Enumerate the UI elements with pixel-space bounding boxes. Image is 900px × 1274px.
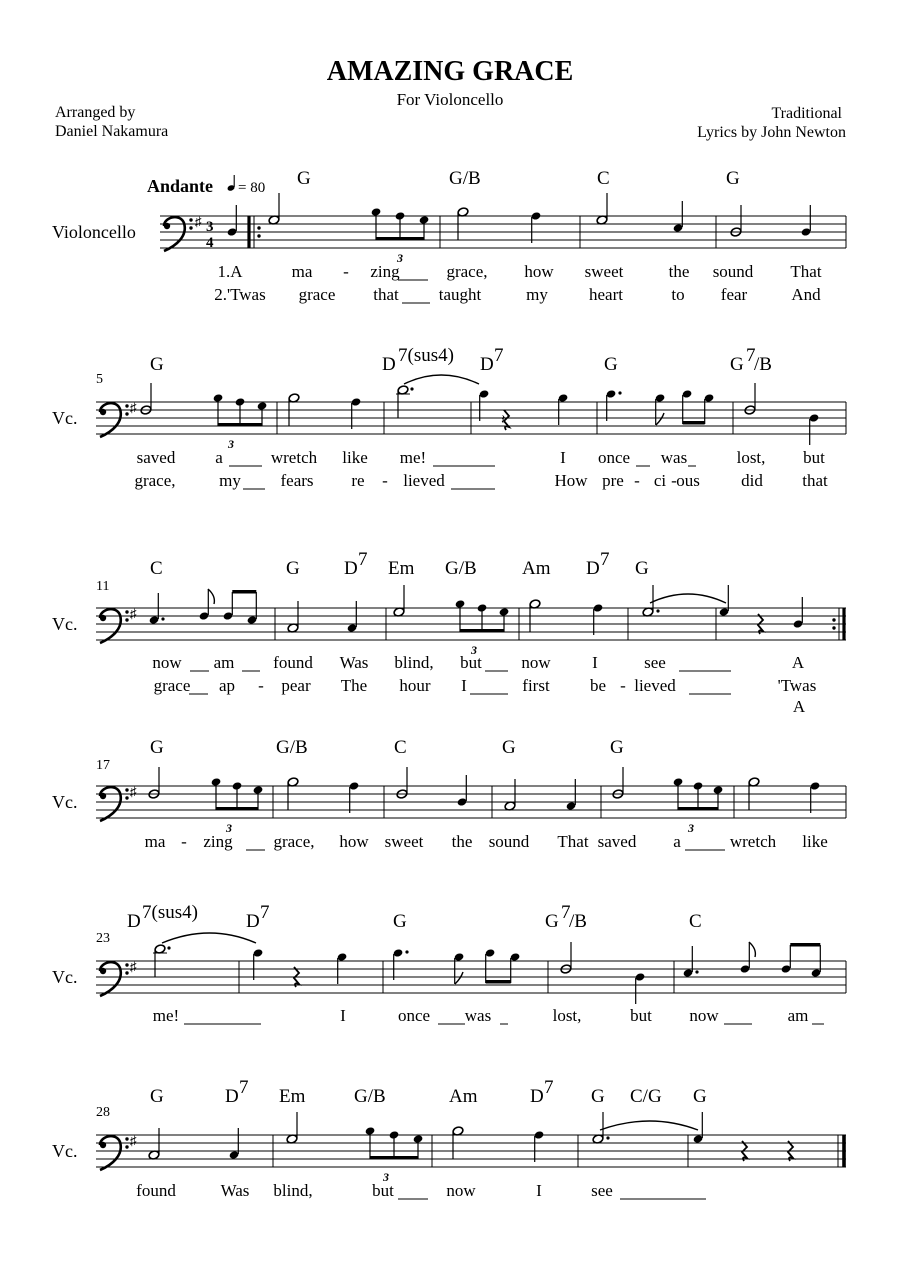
lyric-syllable: that: [373, 285, 399, 304]
lyric-syllable: ma: [144, 832, 166, 851]
lyric-syllable: pear: [281, 676, 311, 695]
lyric-syllable: re: [351, 471, 365, 490]
lyric-line-verse-1: [152, 653, 805, 672]
chord-symbol: D: [586, 558, 600, 579]
chord-symbol: D: [246, 911, 260, 932]
lyric-syllable: A: [791, 653, 805, 672]
page-subtitle: For Violoncello: [396, 90, 504, 109]
lyric-hyphen: -: [620, 676, 626, 695]
lyric-syllable: see: [644, 653, 666, 672]
chord-symbol: G/B: [354, 1086, 386, 1107]
system-5: [52, 902, 846, 1025]
chord-symbol: D: [382, 354, 396, 375]
chord-symbol: G: [591, 1086, 605, 1107]
lyric-syllable: The: [340, 676, 368, 695]
lyric-syllable: lieved: [403, 471, 445, 490]
chord-symbol: C: [597, 168, 610, 189]
lyric-syllable: grace,: [273, 832, 315, 851]
lyric-syllable: me!: [152, 1006, 180, 1025]
lyric-syllable: wretch: [729, 832, 777, 851]
system-2: [52, 345, 846, 490]
bass-clef-icon: [100, 609, 129, 643]
lyric-syllable: How: [554, 471, 588, 490]
lyric-syllable: the: [451, 832, 473, 851]
measure-number: 28: [96, 1105, 110, 1120]
chord-symbol: /B: [569, 911, 587, 932]
bass-clef-icon: [164, 217, 193, 251]
triplet-mark: 3: [688, 821, 694, 835]
lyric-syllable: found: [273, 653, 313, 672]
chord-symbol: D: [344, 558, 358, 579]
lyric-syllable: Was: [220, 1181, 250, 1200]
chord-symbol: D: [127, 911, 141, 932]
lyric-syllable: lieved: [634, 676, 676, 695]
chord-symbol: G: [150, 354, 164, 375]
triplet-mark: 3: [226, 821, 232, 835]
key-sharp-icon: ♯: [130, 784, 137, 799]
lyric-syllable: ap: [218, 676, 236, 695]
chord-extension: 7: [544, 1077, 554, 1098]
instrument-short-name: Vc.: [52, 614, 78, 634]
lyric-syllable: the: [668, 262, 690, 281]
lyric-syllable: I: [340, 1006, 346, 1025]
chord-symbol: G: [393, 911, 407, 932]
lyric-syllable: was: [660, 448, 688, 467]
chord-symbol: G: [150, 1086, 164, 1107]
lyric-syllable: was: [464, 1006, 492, 1025]
lyric-syllable: once: [597, 448, 631, 467]
chord-symbol: G: [726, 168, 740, 189]
lyric-syllable: That: [557, 832, 589, 851]
key-sharp-icon: ♯: [130, 400, 137, 415]
chord-extension: 7: [494, 345, 504, 366]
measure-number: 5: [96, 372, 103, 387]
instrument-short-name: Vc.: [52, 967, 78, 987]
time-sig-bottom: 4: [206, 235, 214, 251]
chord-symbol: G: [693, 1086, 707, 1107]
lyric-syllable: heart: [589, 285, 623, 304]
chord-symbol: C: [150, 558, 163, 579]
lyric-line-verse-2: [214, 285, 821, 304]
lyric-syllable: grace: [298, 285, 336, 304]
bass-clef-icon: [100, 787, 129, 821]
lyric-syllable: -: [343, 262, 349, 281]
lyric-syllable: taught: [438, 285, 482, 304]
chord-symbol: G/B: [276, 737, 308, 758]
lyric-syllable: lost,: [736, 448, 766, 467]
time-sig-top: 3: [206, 219, 214, 235]
lyric-syllable: grace: [153, 676, 191, 695]
lyric-syllable: now: [689, 1006, 719, 1025]
chord-symbol: G: [635, 558, 649, 579]
key-sharp-icon: ♯: [195, 214, 202, 229]
lyric-syllable: be: [589, 676, 607, 695]
lyric-syllable: once: [397, 1006, 431, 1025]
lyricist-credit: Lyrics by John Newton: [697, 124, 846, 141]
lyric-syllable: how: [339, 832, 369, 851]
lyric-syllable: 'Twas: [777, 676, 817, 695]
lyric-syllable: am: [213, 653, 235, 672]
chord-symbol: G: [545, 911, 559, 932]
key-sharp-icon: ♯: [130, 959, 137, 974]
arranger-name: Daniel Nakamura: [55, 123, 169, 140]
lyric-line-verse-1: [153, 1006, 809, 1025]
instrument-short-name: Vc.: [52, 792, 78, 812]
arranger-label: Arranged by: [55, 104, 136, 121]
tie: [600, 1121, 698, 1130]
lyric-syllable: grace,: [134, 471, 176, 490]
instrument-name: Violoncello: [52, 222, 136, 242]
chord-symbol: G/B: [445, 558, 477, 579]
chord-symbol: G: [286, 558, 300, 579]
chord-symbol: D: [530, 1086, 544, 1107]
lyric-syllable: And: [791, 285, 821, 304]
lyric-syllable: my: [526, 285, 548, 304]
lyric-syllable: but: [803, 448, 825, 467]
lyric-hyphen: -: [382, 471, 388, 490]
lyric-syllable: first: [522, 676, 550, 695]
system-6: [52, 1077, 846, 1200]
lyric-syllable: am: [787, 1006, 809, 1025]
bass-clef-icon: [100, 962, 129, 996]
lyric-line-verse-1: [136, 1181, 613, 1200]
lyric-line-verse-1: [145, 832, 828, 851]
lyric-line-verse-2: [154, 676, 817, 716]
tie: [650, 594, 726, 603]
chord-symbol: C/G: [630, 1086, 662, 1107]
lyric-syllable: sound: [712, 262, 754, 281]
chord-extension: 7(sus4): [398, 345, 454, 366]
composer-credit: Traditional: [771, 105, 842, 122]
lyric-syllable: now: [152, 653, 182, 672]
lyric-syllable: sweet: [584, 262, 624, 281]
lyric-syllable: to: [671, 285, 685, 304]
lyric-syllable: found: [136, 1181, 176, 1200]
lyric-syllable: lost,: [552, 1006, 582, 1025]
chord-symbol: G: [297, 168, 311, 189]
chord-symbol: C: [689, 911, 702, 932]
chord-symbol: C: [394, 737, 407, 758]
lyric-syllable: sound: [488, 832, 530, 851]
triplet-mark: 3: [383, 1170, 389, 1184]
lyric-syllable: a: [673, 832, 681, 851]
lyric-syllable: like: [802, 832, 828, 851]
chord-symbol: G: [150, 737, 164, 758]
lyric-syllable: did: [741, 471, 763, 490]
tempo-mark: = 80: [238, 180, 266, 196]
chord-extension: 7: [358, 549, 368, 570]
lyric-syllable: but: [630, 1006, 652, 1025]
system-4: [52, 737, 846, 851]
chord-symbol: D: [225, 1086, 239, 1107]
lyric-syllable: sweet: [384, 832, 424, 851]
lyric-hyphen: -: [634, 471, 640, 490]
chord-symbol: G: [502, 737, 516, 758]
triplet-mark: 3: [397, 251, 403, 265]
chord-symbol: Em: [388, 558, 415, 579]
triplet-mark: 3: [228, 437, 234, 451]
lyric-syllable: I: [536, 1181, 542, 1200]
measure-number: 11: [96, 579, 110, 594]
staff-lines: [96, 1135, 846, 1167]
lyric-syllable: now: [446, 1181, 476, 1200]
key-sharp-icon: ♯: [130, 1133, 137, 1148]
lyric-syllable: 2.'Twas: [214, 285, 266, 304]
lyric-syllable: grace,: [446, 262, 488, 281]
lyric-syllable: ous: [676, 471, 700, 490]
measure-number: 17: [96, 758, 110, 773]
bass-clef-icon: [100, 1136, 129, 1170]
lyric-syllable: I: [560, 448, 566, 467]
lyric-syllable: zing: [203, 832, 233, 851]
staff-lines: [160, 216, 846, 248]
lyric-syllable: saved: [597, 832, 637, 851]
lyric-syllable: hour: [399, 676, 431, 695]
lyric-syllable: I: [592, 653, 598, 672]
chord-symbol: D: [480, 354, 494, 375]
lyric-syllable: like: [342, 448, 368, 467]
staff-lines: [96, 961, 846, 993]
lyric-line-verse-1: [137, 448, 825, 467]
chord-extension: 7: [561, 902, 571, 923]
quarter-rest-icon: 𝄽: [501, 413, 506, 428]
lyric-syllable: my: [219, 471, 241, 490]
lyric-syllable: see: [591, 1181, 613, 1200]
measure-number: 23: [96, 931, 110, 946]
lyric-syllable: but: [372, 1181, 394, 1200]
key-sharp-icon: ♯: [130, 606, 137, 621]
lyric-syllable: but: [460, 653, 482, 672]
lyric-syllable: 1.A: [217, 262, 243, 281]
lyric-syllable: fear: [720, 285, 748, 304]
chord-extension: 7: [600, 549, 610, 570]
lyric-syllable: Was: [339, 653, 369, 672]
bass-clef-icon: [100, 403, 129, 437]
triplet-mark: 3: [471, 643, 477, 657]
lyric-syllable: saved: [136, 448, 176, 467]
lyric-syllable: me!: [399, 448, 427, 467]
chord-symbol: /B: [754, 354, 772, 375]
chord-extension: 7(sus4): [142, 902, 198, 923]
lyric-syllable: fears: [280, 471, 314, 490]
lyric-syllable: now: [521, 653, 551, 672]
instrument-short-name: Vc.: [52, 408, 78, 428]
chord-extension: 7: [260, 902, 270, 923]
chord-symbol: Am: [522, 558, 551, 579]
tie: [162, 933, 256, 943]
lyric-syllable: wretch: [270, 448, 318, 467]
lyric-syllable: blind,: [394, 653, 434, 672]
chord-symbol: G/B: [449, 168, 481, 189]
tempo-note-icon: [227, 175, 236, 192]
lyric-hyphen: -: [181, 832, 187, 851]
system-3: [52, 549, 846, 716]
instrument-short-name: Vc.: [52, 1141, 78, 1161]
chord-symbol: G: [730, 354, 744, 375]
page-title: AMAZING GRACE: [326, 56, 574, 87]
lyric-syllable: I: [461, 676, 467, 695]
lyric-hyphen: -: [671, 471, 677, 490]
chord-symbol: G: [604, 354, 618, 375]
chord-symbol: Em: [279, 1086, 306, 1107]
lyric-line-verse-1: [217, 262, 821, 281]
lyric-syllable: A: [792, 697, 806, 716]
lyric-syllable: zing: [370, 262, 400, 281]
tie: [404, 375, 479, 384]
lyric-syllable: that: [802, 471, 828, 490]
chord-symbol: G: [610, 737, 624, 758]
lyric-line-verse-2: [134, 471, 828, 490]
chord-extension: 7: [239, 1077, 249, 1098]
lyric-hyphen: -: [258, 676, 264, 695]
lyric-syllable: blind,: [273, 1181, 313, 1200]
chord-extension: 7: [746, 345, 756, 366]
tempo-word: Andante: [147, 176, 214, 196]
lyric-syllable: That: [790, 262, 822, 281]
lyric-syllable: how: [524, 262, 554, 281]
lyric-syllable: a: [215, 448, 223, 467]
lyric-syllable: ci: [653, 471, 667, 490]
lyric-syllable: pre: [602, 471, 624, 490]
chord-symbol: Am: [449, 1086, 478, 1107]
lyric-syllable: ma: [291, 262, 313, 281]
